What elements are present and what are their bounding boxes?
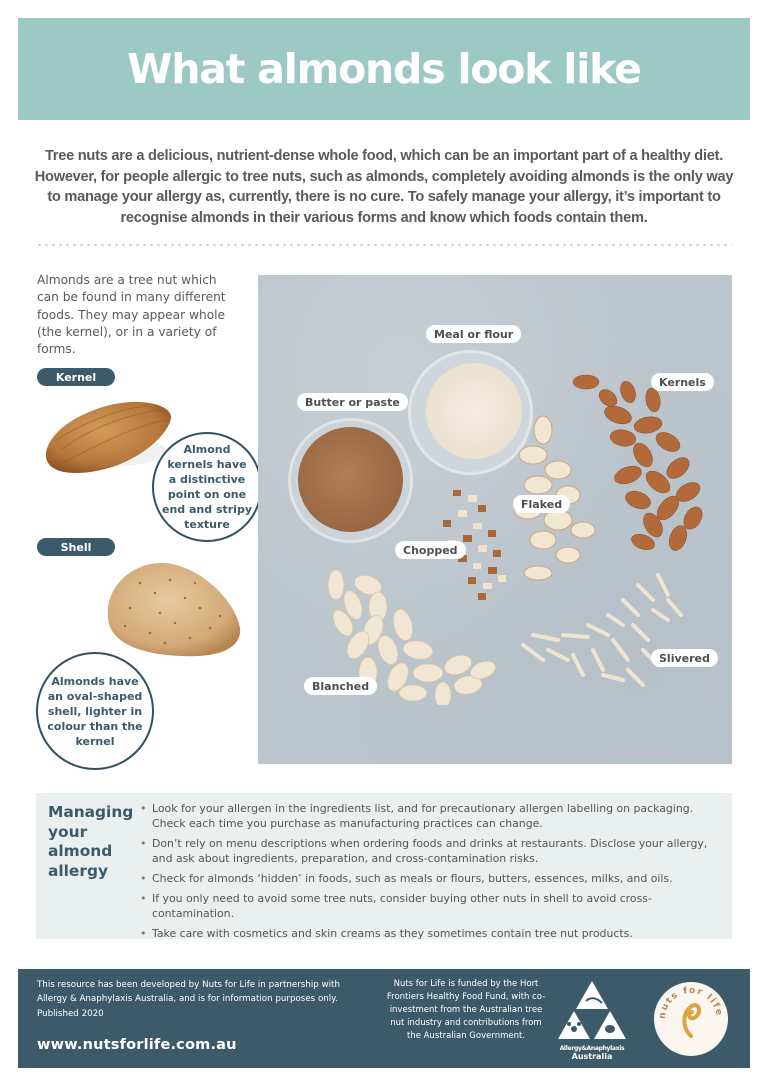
shell-callout-text: Almonds have an oval-shaped shell, lighter in colour than the kernel bbox=[47, 674, 143, 748]
aaa-logo-line2: Australia bbox=[571, 1052, 613, 1061]
managing-list bbox=[138, 801, 728, 946]
aaa-logo-caption bbox=[556, 1045, 628, 1061]
label-butter-or-paste: Butter or paste bbox=[297, 393, 408, 411]
dotted-divider bbox=[36, 244, 732, 246]
intro-text: Tree nuts are a delicious, nutrient-dense whole food, which can be an important part of a healthy diet. However, for people allergic to tree nuts, such as almonds, completely avoiding almonds is the only way to manage your allergy as, currently, there is no cure. To safely manage your allergy, it’s important to recognise almonds in their various forms and know which foods contain them. bbox=[34, 148, 734, 226]
managing-title: Managing your almond allergy bbox=[48, 803, 134, 880]
nuts-for-life-logo bbox=[654, 982, 728, 1056]
managing-item: • Check for almonds ‘hidden’ in foods, such as meals or flours, butters, essences, milks, and oils. bbox=[138, 871, 728, 886]
kernel-callout-text: Almond kernels have a distinctive point on one end and stripy texture bbox=[162, 443, 252, 531]
managing-item: • If you only need to avoid some tree nuts, consider buying other nuts in shell to avoid cross-contamination. bbox=[138, 891, 728, 922]
side-description: Almonds are a tree nut which can be found in many different foods. They may appear whole (the kernel), or in a variety of forms. bbox=[37, 273, 226, 357]
page-title: What almonds look like bbox=[127, 45, 641, 93]
footer bbox=[18, 969, 750, 1068]
footer-funded-text: Nuts for Life is funded by the Hort Frontiers Healthy Food Fund, with co-investment from the Australian tree nut industry and contributions from the Australian Government. bbox=[386, 979, 546, 1041]
intro-paragraph bbox=[30, 146, 738, 228]
svg-text:nuts for life: nuts for life bbox=[657, 985, 725, 1020]
footer-website-link[interactable]: www.nutsforlife.com.au bbox=[37, 1037, 237, 1053]
label-blanched: Blanched bbox=[304, 677, 377, 695]
almond-shell-image bbox=[100, 558, 245, 663]
footer-published: Published 2020 bbox=[37, 1009, 104, 1019]
label-chopped: Chopped bbox=[395, 541, 466, 559]
nuts-for-life-swirl-icon bbox=[654, 982, 728, 1056]
almond-butter bbox=[298, 427, 403, 532]
kernel-callout bbox=[152, 432, 262, 542]
slivered-pile bbox=[513, 565, 688, 695]
kernel-pill: Kernel bbox=[37, 368, 115, 386]
shell-pill: Shell bbox=[37, 538, 115, 556]
label-kernels: Kernels bbox=[651, 373, 714, 391]
managing-item: • Don’t rely on menu descriptions when ordering foods and drinks at restaurants. Disclose your allergy, and ask about ingredients, preparation, and cross-contamination risks. bbox=[138, 836, 728, 867]
aaa-logo-line1: Allergy&Anaphylaxis bbox=[559, 1045, 625, 1052]
allergy-anaphylaxis-australia-logo bbox=[556, 979, 628, 1061]
managing-allergy-box bbox=[36, 793, 732, 939]
shell-callout bbox=[36, 652, 154, 770]
managing-item: • Look for your allergen in the ingredients list, and for precautionary allergen labelling on packaging. Check each time you purchase as manufacturing practices can change. bbox=[138, 801, 728, 832]
almond-forms-photo bbox=[258, 275, 732, 764]
title-banner bbox=[18, 18, 750, 120]
label-slivered: Slivered bbox=[651, 649, 718, 667]
aaa-triangle-icon bbox=[556, 979, 628, 1041]
label-flaked: Flaked bbox=[513, 495, 570, 513]
label-meal-or-flour: Meal or flour bbox=[426, 325, 521, 343]
footer-developed-text: This resource has been developed by Nuts for Life in partnership with Allergy & Anaphylaxis Australia, and is for information purposes only. bbox=[37, 980, 340, 1004]
managing-item: • Take care with cosmetics and skin creams as they sometimes contain tree nut products. bbox=[138, 926, 728, 941]
